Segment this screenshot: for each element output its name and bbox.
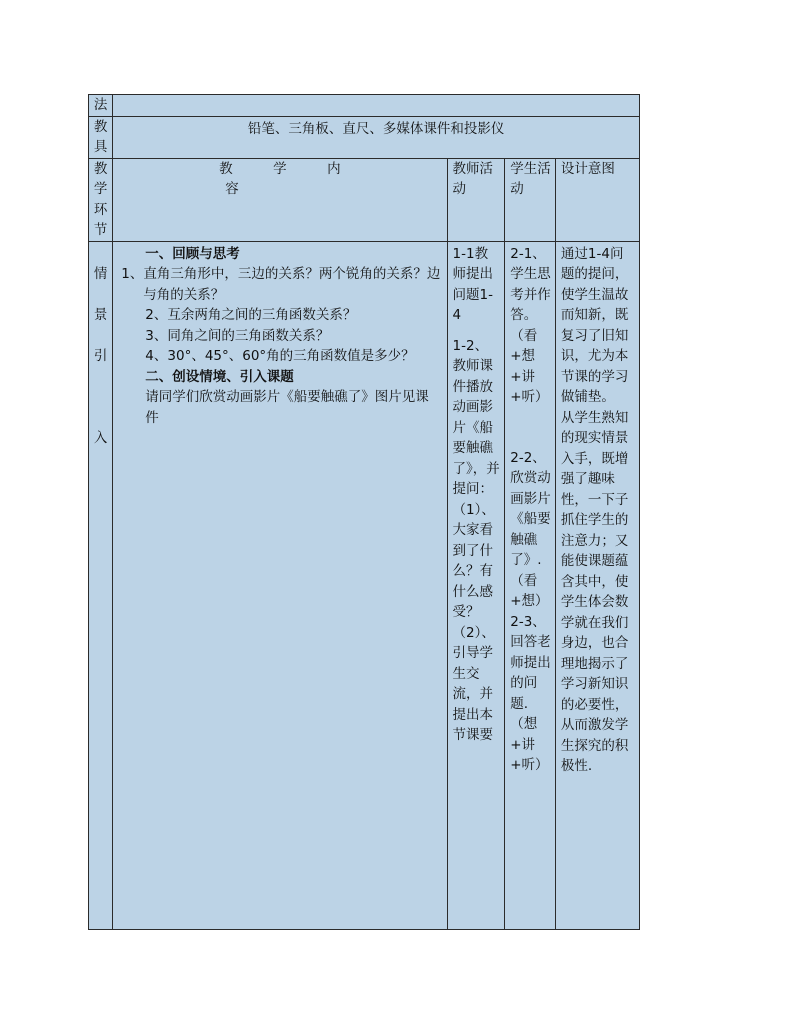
teacher-activity-2: 1-2、教师课件播放动画影片《船要触礁了》，并提问：（1）、大家看到了什么？有什么感受？（2）、引导学生交流，并提出本节课要: [452, 337, 500, 743]
student-activity-2: 2-2、欣赏动画影片《船要触礁了》.（看+想）: [510, 449, 551, 609]
teacher-spacer: [453, 326, 502, 336]
question-1: 1、直角三角形中，三边的关系？两个锐角的关系？边与角的关系？: [121, 266, 441, 303]
teaching-aids-content: 铅笔、三角板、直尺、多媒体课件和投影仪: [113, 116, 640, 158]
header-stage: 教学环节: [89, 158, 113, 241]
question-2: 2、互余两角之间的三角函数关系？: [145, 307, 357, 323]
section-scenario-heading: 二、创设情境、引入课题: [145, 368, 294, 385]
row-main: [89, 241, 640, 929]
header-teacher-activity: 教师活动: [447, 158, 505, 241]
student-activity-3: 2-3、回答老师提出的问题.（想+讲+听）: [510, 613, 551, 773]
header-design-intent: 设计意图: [555, 158, 639, 241]
design-intent: [555, 241, 639, 929]
student-activity: [505, 241, 556, 929]
lesson-plan-table: [88, 94, 640, 930]
teacher-activity: [447, 241, 505, 929]
teacher-activity-1: 1-1教师提出问题1-4: [452, 245, 494, 323]
scenario-paragraph: 请同学们欣赏动画影片《船要触礁了》图片见课件: [145, 389, 429, 426]
header-content: [113, 158, 447, 241]
header-student-activity: 学生活动: [505, 158, 556, 241]
row-header: [89, 158, 640, 241]
row-method: [89, 95, 640, 117]
section-review-heading: 一、回顾与思考: [145, 245, 240, 262]
row-teaching-aids: [89, 116, 640, 158]
method-label: 法: [89, 95, 113, 117]
design-intent-1: 通过1-4问题的提问，使学生温故而知新，既复习了旧知识，尤为本节课的学习做铺垫。: [560, 245, 629, 405]
student-activity-1: 2-1、学生思考并作答。（看+想+讲+听）: [510, 245, 551, 405]
design-intent-2: 从学生熟知的现实情景入手，既增强了趣味性，一下子抓住学生的注意力；又能使课题蕴含其中，使学生体会数学就在我们身边，也合理地揭示了学习新知识的必要性，从而激发学生探究的积极性.: [560, 409, 629, 774]
method-content: [113, 95, 640, 117]
question-4: 4、30°、45°、60°角的三角函数值是多少？: [145, 348, 415, 364]
teaching-aids-label: 教具: [89, 116, 113, 158]
question-3: 3、同角之间的三角函数关系？: [145, 327, 330, 344]
main-content: [113, 241, 447, 929]
header-content-line2: 容: [225, 181, 239, 197]
stage-label: 情 景 引 入: [89, 241, 113, 929]
student-spacer-1: [510, 408, 552, 448]
header-content-line1: 教 学 内: [219, 160, 341, 177]
